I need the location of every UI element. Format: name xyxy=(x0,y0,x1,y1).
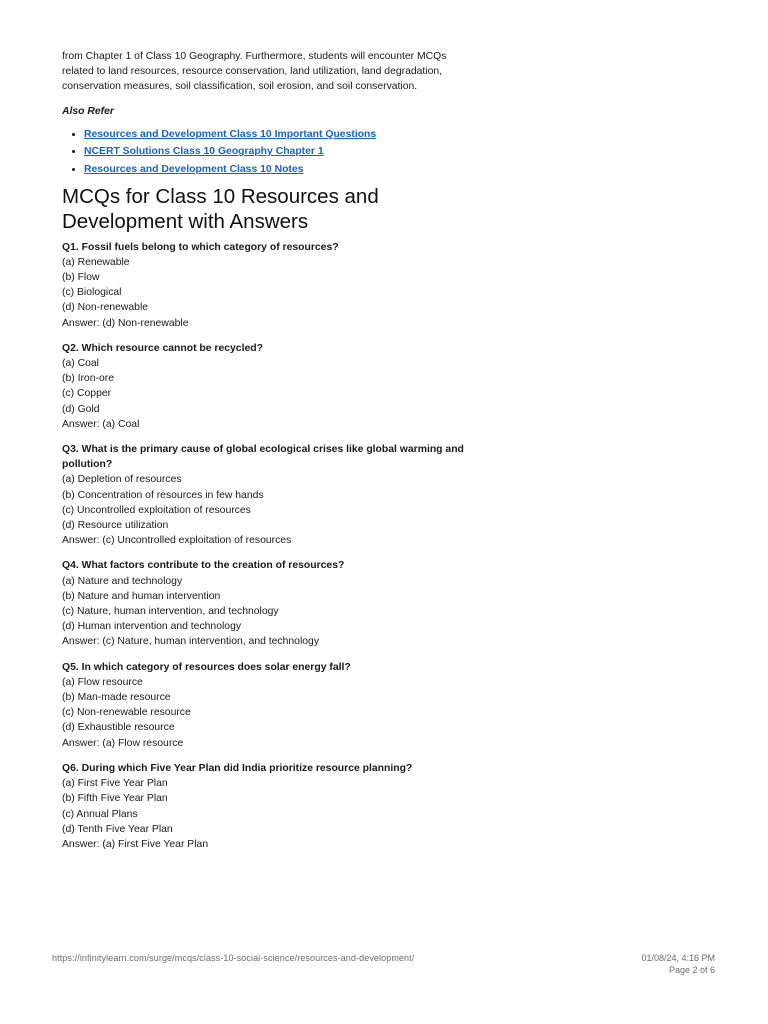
question-title-line: pollution? xyxy=(62,459,113,471)
question-answer: Answer: (a) Flow resource xyxy=(62,737,184,749)
question-option: (c) Annual Plans xyxy=(62,808,138,820)
question-block xyxy=(62,558,492,649)
main-content xyxy=(62,49,492,862)
footer-meta xyxy=(641,953,715,976)
question-option: (c) Uncontrolled exploitation of resources xyxy=(62,504,251,516)
question-option: (b) Iron-ore xyxy=(62,373,114,385)
list-item xyxy=(84,162,492,177)
question-answer: Answer: (c) Nature, human intervention, and technology xyxy=(62,636,320,648)
question-option: (c) Non-renewable resource xyxy=(62,707,191,719)
intro-paragraph xyxy=(62,49,492,95)
question-answer: Answer: (d) Non-renewable xyxy=(62,317,189,329)
question-option: (a) Depletion of resources xyxy=(62,474,182,486)
question-title-line: Q1. Fossil fuels belong to which category of resources? xyxy=(62,241,339,253)
question-option: (b) Nature and human intervention xyxy=(62,590,221,602)
footer-url: https://infinitylearn.com/surge/mcqs/class-10-social-science/resources-and-development/ xyxy=(52,953,415,963)
footer-datetime: 01/08/24, 4:16 PM xyxy=(641,953,715,963)
question-option: (d) Tenth Five Year Plan xyxy=(62,823,173,835)
question-title-line: Q6. During which Five Year Plan did India prioritize resource planning? xyxy=(62,762,413,774)
question-option: (a) Nature and technology xyxy=(62,575,183,587)
question-title xyxy=(62,558,492,573)
question-option: (a) First Five Year Plan xyxy=(62,778,168,790)
question-title-line: Q3. What is the primary cause of global ecological crises like global warming and xyxy=(62,444,464,456)
question-block xyxy=(62,442,492,548)
question-block xyxy=(62,341,492,432)
intro-line: from Chapter 1 of Class 10 Geography. Furthermore, students will encounter MCQs xyxy=(62,51,447,62)
footer-page-number: Page 2 of 6 xyxy=(668,964,715,975)
also-refer-label: Also Refer xyxy=(62,105,114,117)
question-block xyxy=(62,761,492,852)
question-option: (a) Renewable xyxy=(62,256,130,268)
list-item xyxy=(84,144,492,159)
question-answer: Answer: (a) First Five Year Plan xyxy=(62,838,209,850)
question-option: (b) Flow xyxy=(62,272,100,283)
question-title xyxy=(62,761,492,776)
question-option: (b) Man-made resource xyxy=(62,692,171,704)
question-option: (c) Biological xyxy=(62,287,122,299)
question-block xyxy=(62,660,492,751)
intro-line: related to land resources, resource conservation, land utilization, land degradation, xyxy=(62,66,443,78)
question-title xyxy=(62,660,492,675)
question-option: (d) Exhaustible resource xyxy=(62,722,175,734)
section-heading xyxy=(62,184,492,234)
question-option: (b) Concentration of resources in few hands xyxy=(62,489,264,501)
question-option: (a) Coal xyxy=(62,358,99,370)
question-title-line: Q2. Which resource cannot be recycled? xyxy=(62,342,263,354)
question-option: (d) Human intervention and technology xyxy=(62,621,242,633)
refer-link-important-questions[interactable]: Resources and Development Class 10 Important Questions xyxy=(84,128,377,140)
question-option: (d) Resource utilization xyxy=(62,520,169,532)
refer-list xyxy=(62,127,492,177)
question-title xyxy=(62,240,492,255)
question-title-line: Q4. What factors contribute to the creation of resources? xyxy=(62,560,345,572)
intro-line: conservation measures, soil classification, soil erosion, and soil conservation. xyxy=(62,81,418,93)
question-title-line: Q5. In which category of resources does solar energy fall? xyxy=(62,661,351,673)
question-option: (b) Fifth Five Year Plan xyxy=(62,793,168,805)
question-option: (c) Copper xyxy=(62,388,112,400)
question-option: (d) Non-renewable xyxy=(62,302,149,314)
question-answer: Answer: (a) Coal xyxy=(62,418,140,430)
question-answer: Answer: (c) Uncontrolled exploitation of resources xyxy=(62,535,292,547)
refer-link-notes[interactable]: Resources and Development Class 10 Notes xyxy=(84,163,304,175)
question-option: (d) Gold xyxy=(62,403,100,415)
question-title xyxy=(62,341,492,356)
question-option: (a) Flow resource xyxy=(62,676,143,688)
heading-line: Development with Answers xyxy=(62,209,309,233)
question-title xyxy=(62,442,492,472)
list-item xyxy=(84,127,492,142)
refer-link-ncert-solutions[interactable]: NCERT Solutions Class 10 Geography Chapter 1 xyxy=(84,146,324,158)
question-block xyxy=(62,240,492,331)
heading-line: MCQs for Class 10 Resources and xyxy=(62,184,379,208)
question-list xyxy=(62,240,492,853)
question-option: (c) Nature, human intervention, and technology xyxy=(62,606,279,618)
